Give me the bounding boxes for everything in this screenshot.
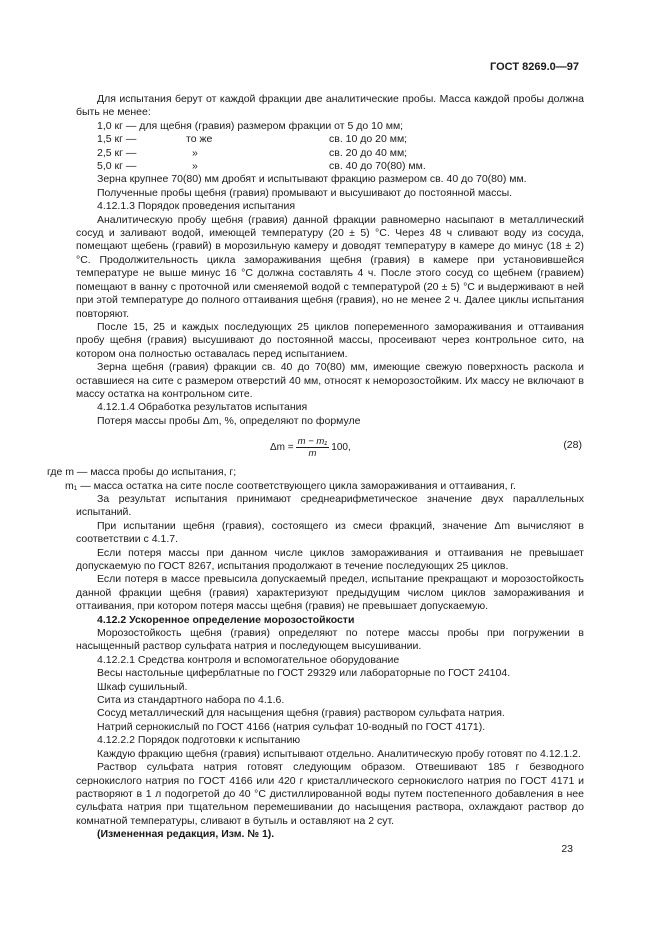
paragraph: Потеря массы пробы Δm, %, определяют по формуле [97,414,361,427]
paragraph: За результат испытания принимают среднеарифметическое значение двух параллельных испытаний. [76,492,584,519]
standard-header: ГОСТ 8269.0—97 [490,61,579,73]
formula-lhs: Δm = [270,441,294,453]
definition: m₁ — масса остатка на сите после соответствующего цикла замораживания и оттаивания, г. [65,479,516,492]
paragraph: Зерна крупнее 70(80) мм дробят и испытывают фракцию размером св. 40 до 70(80) мм. [97,173,527,186]
formula-28 [76,431,584,463]
paragraph: Морозостойкость щебня (гравия) определяют по потере массы пробы при погружении в насыщенный раствор сульфата натрия и последующем высушивании. [76,627,584,653]
formula-number: (28) [563,439,582,452]
mass-row [76,133,584,146]
paragraph: Для испытания берут от каждой фракции две аналитические пробы. Масса каждой пробы должна быть не менее: [76,93,584,119]
mass-row [76,160,584,173]
section-heading: 4.12.1.3 Порядок проведения испытания [97,200,296,213]
page-number: 23 [561,843,573,855]
paragraph: Каждую фракцию щебня (гравия) испытывают отдельно. Аналитическую пробу готовят по 4.12.1.2. [97,747,581,760]
paragraph: После 15, 25 и каждых последующих 25 циклов попеременного замораживания и оттаивания пробу щебня (гравия) высушивают до постоянной массы, просеивают через контрольное сито, на котором она полностью оставалась перед испытанием. [76,320,584,360]
mass-desc: то же [186,133,213,146]
mass-value: 1,5 кг — [97,133,137,146]
section-heading: 4.12.2 Ускоренное определение морозостойкости [97,613,355,626]
definition: где m — масса пробы до испытания, г; [47,466,237,479]
section-heading: 4.12.2.1 Средства контроля и вспомогательное оборудование [97,653,400,666]
mass-value: 5,0 кг — [97,160,137,173]
formula-numerator: m − m₁ [297,436,328,448]
section-heading: 4.12.2.2 Порядок подготовки к испытанию [97,734,301,747]
paragraph: Если потеря в массе превысила допускаемый предел, испытание прекращают и морозостойкость данной фракции щебня (гравия) характеризуют предыдущим числом циклов замораживания и оттаивания, при котором потеря массы щебня (гравия) не превышает допускаемую. [76,573,584,613]
mass-desc: » [192,146,198,159]
paragraph: Весы настольные циферблатные по ГОСТ 29329 или лабораторные по ГОСТ 24104. [97,667,511,680]
document-body [47,93,584,842]
amendment-note: (Измененная редакция, Изм. № 1). [97,828,275,841]
mass-range: св. 40 до 70(80) мм. [329,160,426,173]
mass-value: 2,5 кг — [97,146,137,159]
section-heading: 4.12.1.4 Обработка результатов испытания [97,401,308,414]
mass-row [76,147,584,160]
paragraph: При испытании щебня (гравия), состоящего из смеси фракций, значение Δm вычисляют в соответствии с 4.1.7. [76,519,584,546]
mass-range: св. 20 до 40 мм; [329,146,408,159]
formula-expression [270,436,351,459]
paragraph: Натрий сернокислый по ГОСТ 4166 (натрия сульфат 10-водный по ГОСТ 4171). [97,720,486,733]
formula-factor: 100, [331,441,351,453]
paragraph: Раствор сульфата натрия готовят следующим образом. Отвешивают 185 г безводного сернокислого натрия по ГОСТ 4166 или 420 г кристаллического сернокислого натрия по ГОСТ 4171 и растворяют в 1 л подогретой до 40 °С дистиллированной воды путем постепенного добавления в нее сульфата натрия при тщательном перемешивании до насыщения раствора, охлаждают раствор до комнатной температуры, сливают в бутыль и оставляют на 2 сут. [76,761,584,827]
paragraph: Если потеря массы при данном числе циклов замораживания и оттаивания не превышает допускаемую по ГОСТ 8267, испытания продолжают в течение последующих 25 циклов. [76,546,584,572]
formula-denominator: m [308,448,317,460]
paragraph: Сита из стандартного набора по 4.1.6. [97,694,285,707]
mass-row: 1,0 кг — для щебня (гравия) размером фракции от 5 до 10 мм; [97,119,404,132]
paragraph: Аналитическую пробу щебня (гравия) данной фракции равномерно насыпают в металлический сосуд и заливают водой, имеющей температуру (20 ± 5) °С. Через 48 ч сливают воду из сосуда, помещают щебень (гравий) в морозильную камеру и доводят температуру в камере до минус (18 ± 2) °С. Продолжительность цикла замораживания щебня (гравия) в камере при установившейся температуре не выше минус 16 °С должна составлять 4 ч. После этого сосуд со щебнем (гравием) помещают в ванну с проточной или сменяемой водой с температурой (20 ± 5) °С и выдерживают в ней при этой температуре до полного оттаивания щебня (гравия), но не менее 2 ч. Далее циклы испытания повторяют. [76,213,584,320]
paragraph: Зерна щебня (гравия) фракции св. 40 до 70(80) мм, имеющие свежую поверхность раскола и оставшиеся на сите с размером отверстий 40 мм, относят к неморозостойким. Их массу не включают в массу остатка на контрольном сите. [76,361,584,400]
formula-fraction [296,436,330,459]
mass-desc: » [192,160,198,173]
paragraph: Сосуд металлический для насыщения щебня (гравия) раствором сульфата натрия. [97,707,505,720]
paragraph: Шкаф сушильный. [97,680,188,693]
mass-range: св. 10 до 20 мм; [329,133,408,146]
paragraph: Полученные пробы щебня (гравия) промывают и высушивают до постоянной массы. [97,186,513,199]
